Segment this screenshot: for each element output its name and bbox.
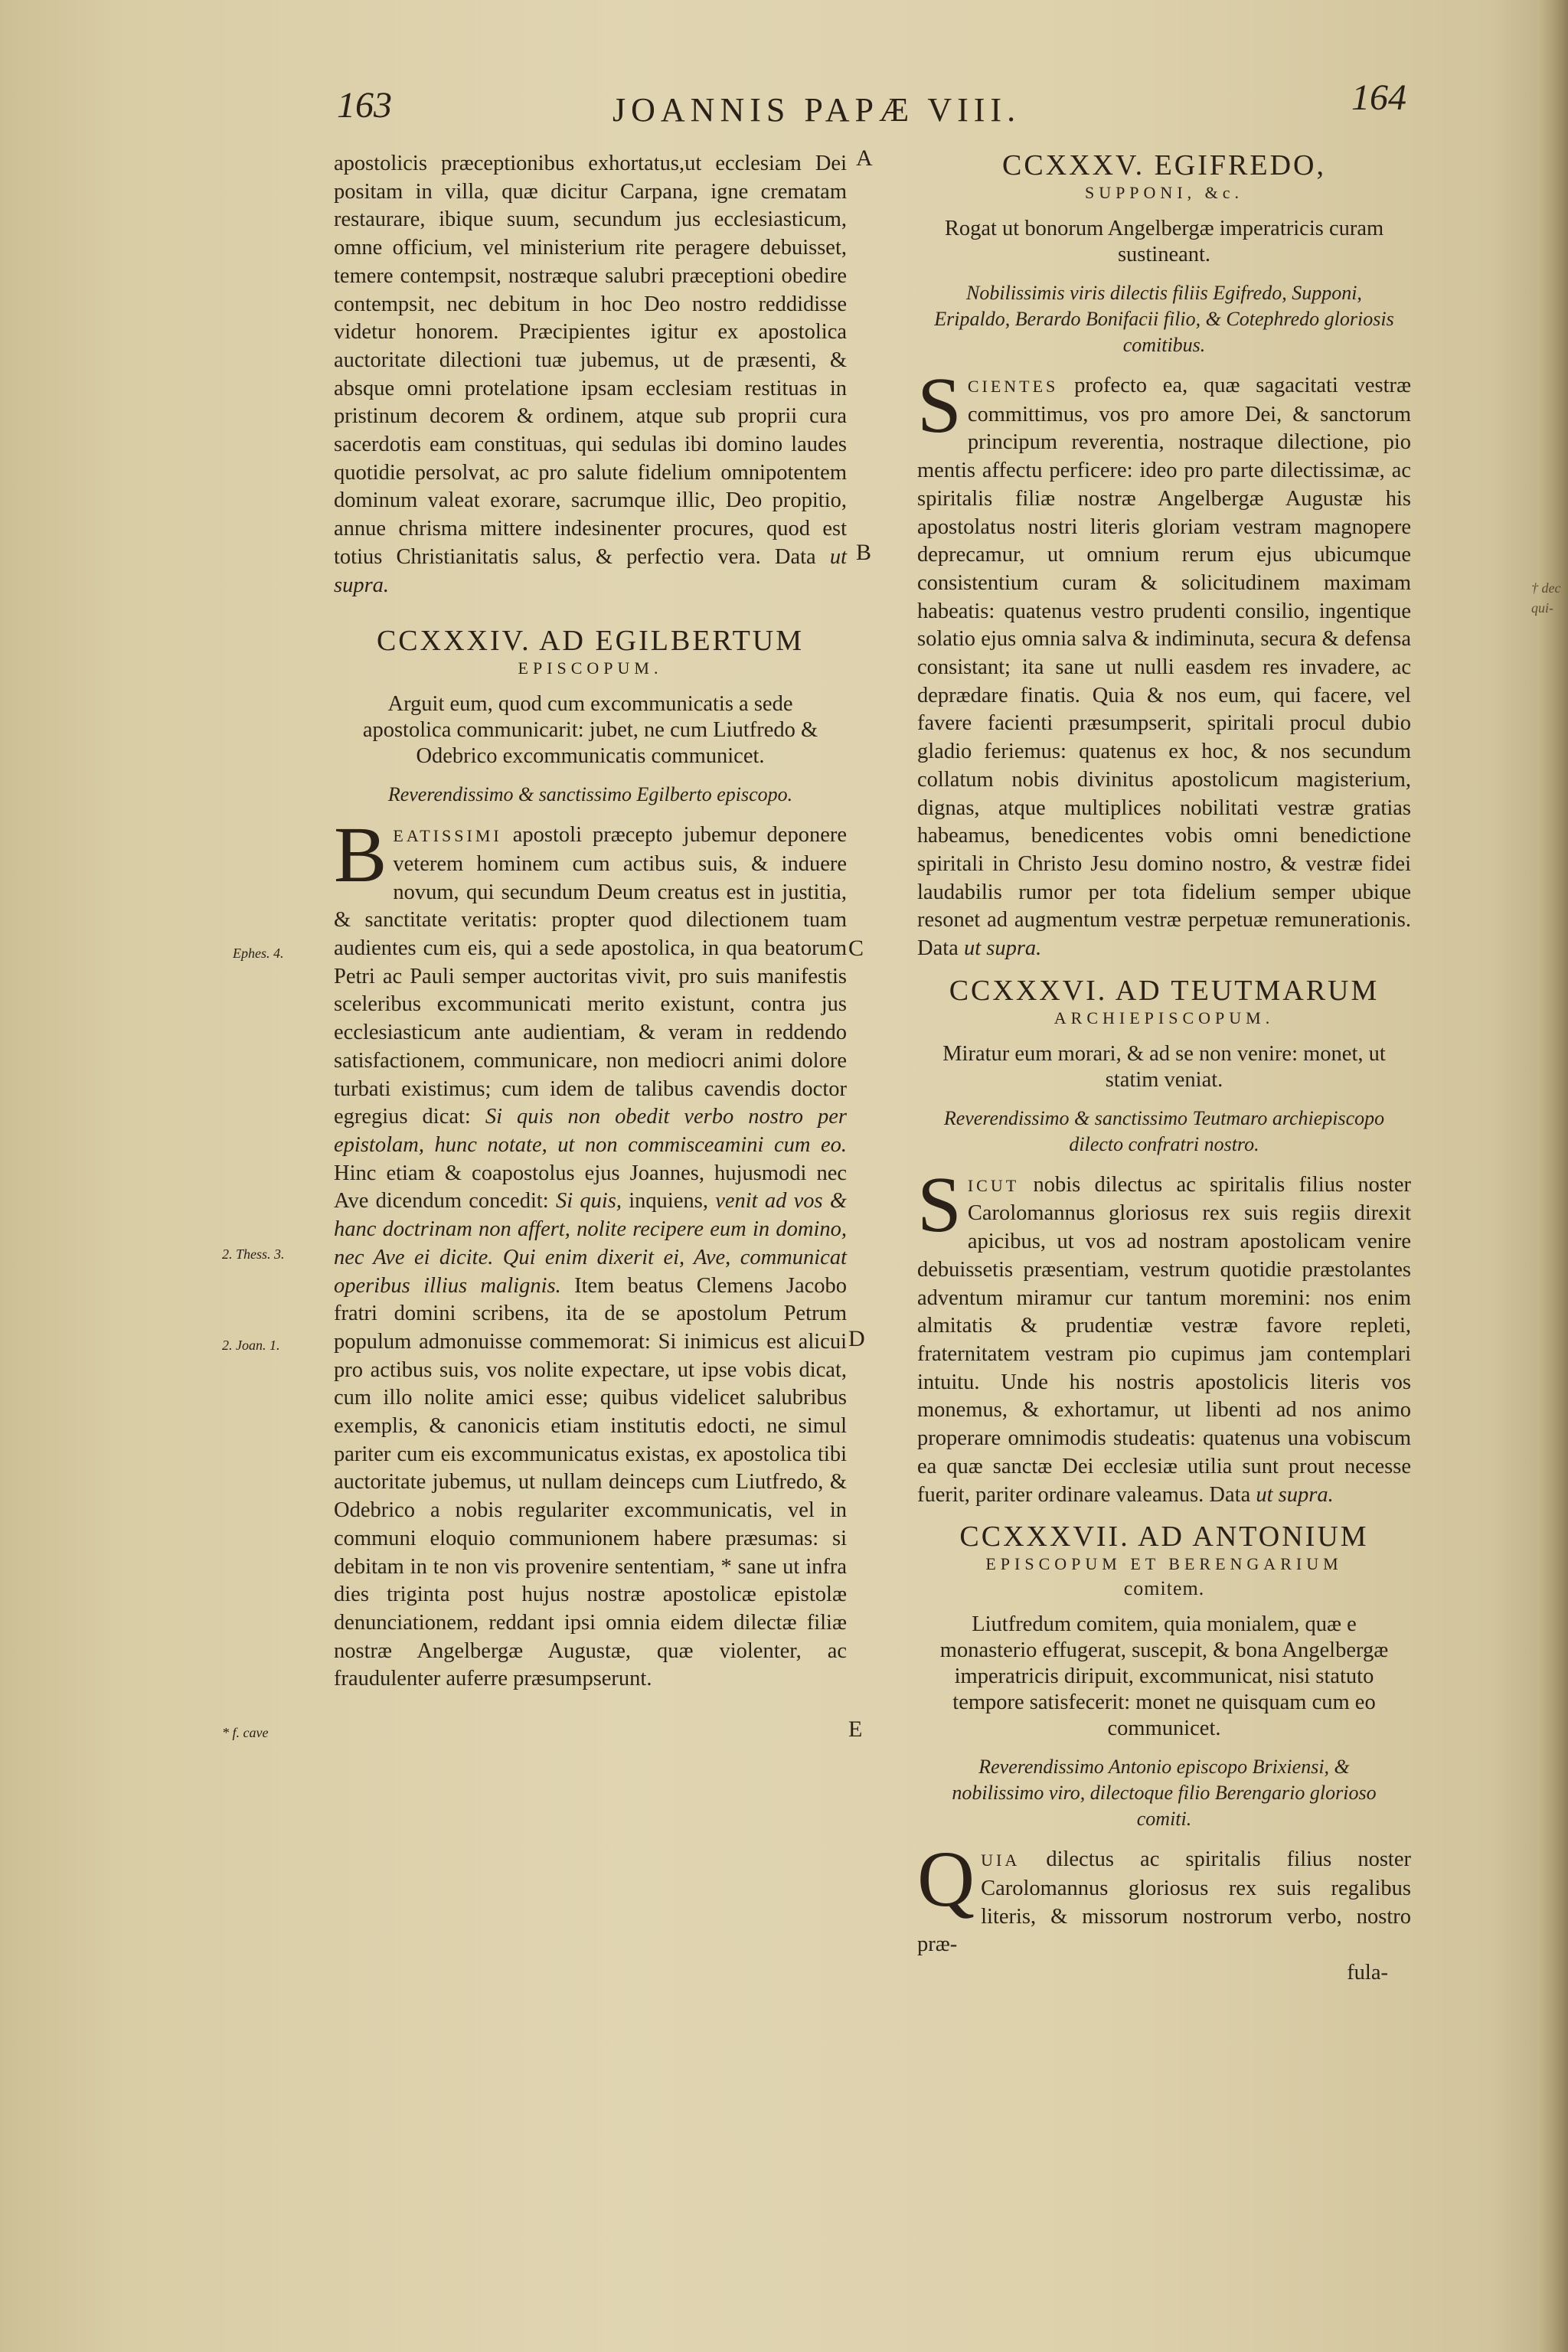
edge-fragment: qui-	[1531, 600, 1553, 616]
section-title: CCXXXIV. AD EGILBERTUM	[376, 625, 805, 658]
section-title: CCXXXVII. AD ANTONIUM	[959, 1521, 1369, 1553]
salutation: Reverendissimo & sanctissimo Teutmaro archiepiscopo dilecto confratri nostro.	[943, 1106, 1385, 1155]
margin-note-thessalonians: 2. Thess. 3.	[222, 1246, 285, 1262]
letter-body: S ICUT nobis dilectus ac spiritalis filius noster Carolomannus gloriosus rex suis regiis direxit apicibus, ut vos ad nostram apostolicam venire debuissetis præsentiam, vestrum quotidie præstolantes adventum miramur cur tantum moremini: nos enim almitatis & prudentiæ vestræ favore repleti, fraternitatem vestram pio cupimus jam contemplari intuitu. Unde his nostris apostolicis literis vos monemus, & exhortamur, ut libenti ad nos animo properare omnimodis studeatis: quatenus una vobiscum ea quæ sanctæ Dei ecclesiæ utilia sunt prout necesse fuerit, pariter ordinare valeamus. Data ut supra.	[917, 1160, 1412, 1507]
section-marker-a: A	[856, 145, 873, 171]
section-subtitle: SUPPONI, &c.	[1084, 183, 1244, 202]
section-summary: Miratur eum morari, & ad se non venire: monet, ut statim veniat.	[942, 1041, 1386, 1092]
letter-body: Q UIA dilectus ac spiritalis filius noster Carolomannus gloriosus rex suis regalibus literis, & missorum nostrorum verbo, nostro præ-	[917, 1835, 1411, 1957]
salutation: Reverendissimo Antonio episcopo Brixiensi, & nobilissimo viro, dilectoque filio Berengario glorioso comiti.	[952, 1756, 1377, 1831]
section-marker-e: E	[848, 1717, 863, 1742]
page-edge	[1537, 0, 1568, 2352]
letter-234	[334, 626, 847, 1694]
drop-cap: S	[917, 361, 962, 449]
running-title: JOANNIS PAPÆ VIII.	[612, 91, 1021, 129]
drop-cap: Q	[917, 1835, 975, 1924]
section-title: CCXXXV. EGIFREDO,	[1002, 149, 1326, 181]
letter-body: B EATISSIMI apostoli præcepto jubemur deponere veterem hominem cum actibus suis, & induere novum, qui secundum Deum creatus est in justitia, & sanctitate veritatis: propter quod dilectionem tuam audientes cum eis, qui a sede apostolica, in qua beatorum Petri ac Pauli semper auctoritas vivit, pro suis manifestis sceleribus excommunicati merito existunt, contra jus ecclesiasticum ante audientiam, & veram in reddendo satisfactionem, communicare, non mediocri animi dolore turbati existimus; cum idem de talibus cavendis doctor egregius dicat: Si quis non obedit verbo nostro per epistolam, hunc notate, ut non commisceamini cum eo. Hinc etiam & coapostolus ejus Joannes, hujusmodi nec Ave dicendum concedit: Si quis, inquiens, venit ad vos & hanc doctrinam non affert, nolite recipere eum in domino, nec Ave ei dicite. Qui enim dixerit ei, Ave, communicat operibus illius malignis. Item beatus Clemens Jacobo fratri domini scribens, ita de se apostolum Petrum populum admonuisse commemorat: Si inimicus est alicui pro actibus suis, vos nolite expectare, ut ipse vobis dicat, cum illo nolite amici esse; quibus videlicet salubribus exemplis, & canonicis etiam institutis edocti, ne simul pariter cum eis excommunicatus existas, ex apostolica tibi auctoritate jubemus, ut nullam deinceps cum Liutfredo, & Odebrico a nobis regulariter excommunicatis, vel in communi eloquio communionem habere præsumas: si debitam in te non vis provenire sententiam, * sane ut infra dies triginta post hujus nostræ apostolicæ epistolæ denunciationem, reddant ipsi omnia eidem dilectæ filiæ nostræ Angelbergæ Augustæ, quæ violenter, ac fraudulenter auferre præsumpserunt.	[334, 811, 848, 1691]
section-subtitle-2: comitem.	[1123, 1577, 1205, 1600]
drop-cap: S	[917, 1160, 962, 1249]
letter-237	[917, 1521, 1411, 1988]
section-title: CCXXXVI. AD TEUTMARUM	[949, 974, 1380, 1007]
section-subtitle: ARCHIEPISCOPUM.	[1054, 1008, 1275, 1027]
left-page-number: 163	[337, 85, 392, 126]
margin-note-john: 2. Joan. 1.	[222, 1338, 280, 1353]
margin-note-cave: * f. cave	[222, 1725, 269, 1740]
letter-236	[917, 975, 1411, 1509]
drop-cap: B	[334, 811, 387, 900]
section-marker-b: B	[856, 540, 872, 565]
letter-235	[917, 150, 1411, 963]
section-subtitle: EPISCOPUM ET BERENGARIUM	[985, 1554, 1343, 1574]
section-subtitle: EPISCOPUM.	[518, 658, 663, 678]
section-marker-d: D	[848, 1326, 865, 1351]
section-summary: Arguit eum, quod cum excommunicatis a sede apostolica communicarit: jubet, ne cum Liutfredo & Odebrico excommunicatis communicet.	[362, 692, 818, 769]
letter-body: S CIENTES profecto ea, quæ sagacitati vestræ committimus, vos pro amore Dei, & sanctorum principum reverentia, nostraque dilectione, pio mentis affectu perficere: ideo pro parte dilectissimæ, ac spiritalis filiæ nostræ Angelbergæ Augustæ his apostolatus nostri literis gloriam vestram magnopere deprecamur, ut omnium rerum ejus ubicumque consistentium curam & solicitudinem maximam habeatis: quatenus vestro prudenti consilio, ingentique solatio ejus omnia salva & indiminuta, secura & defensa consistant; ita sane ut nulli easdem res invadere, ac deprædare finatis. Quia & nos eum, qui facere, vel favere facienti præsumpserit, spiritali procul dubio gladio feriemus: quatenus ex hoc, & nos secundum collatum nobis divinitus apostolicum magisterium, dignas, atque multiplices nobilitati vestræ gratias habeamus, benedicentes vobis omni benedictione spiritali in Christo Jesu domino nostro, & vestræ fidei laudabilis rumor per tota fidelium semper ubique resonet ad augmentum vestræ perpetuæ remunerationis. Data ut supra.	[917, 361, 1412, 961]
section-summary: Rogat ut bonorum Angelbergæ imperatricis curam sustineant.	[944, 217, 1384, 266]
left-column	[334, 150, 847, 1694]
section-marker-c: C	[848, 936, 864, 961]
section-summary: Liutfredum comitem, quia monialem, quæ e monasterio effugerat, suscepit, & bona Angelbergæ imperatricis diripuit, excommunicat, nisi statuto tempore satisfecerit: monet ne quisquam cum eo communicet.	[939, 1612, 1389, 1741]
salutation: Nobilissimis viris dilectis filiis Egifredo, Supponi, Eripaldo, Berardo Bonifacii filio, & Cotephredo gloriosis comitibus.	[934, 282, 1394, 356]
salutation: Reverendissimo & sanctissimo Egilberto episcopo.	[387, 783, 793, 806]
edge-fragment: † dec	[1531, 580, 1561, 596]
margin-note-ephesians: Ephes. 4.	[233, 946, 284, 961]
page-header	[0, 77, 1568, 138]
letter-233-continuation: apostolicis præceptionibus exhortatus,ut ecclesiam Dei positam in villa, quæ dicitur Carpana, igne crematam restaurare, ibique suum, secundum jus ecclesiasticum, omne officium, vel ministerium rite peragere debuisset, temere contempsit, nostræque salubri præceptioni obedire contempsit, nec debitum in hoc Deo nostro reddidisse videtur honorem. Præcipientes igitur ex apostolica auctoritate dilectioni tuæ jubemus, ut de præsenti, & absque omni protelatione ipsam ecclesiam restituas in pristinum decorem & ordinem, atque sub proprii cura sacerdotis eam constituas, qui sedulas ibi domino laudes quotidie persolvat, ac pro salute fidelium omnipotentem dominum valeat exorare, sacrumque illic, Deo propitio, annue chrisma mittere indesinenter procures, quod est totius Christianitatis salus, & perfectio vera. Data ut supra.	[334, 152, 848, 597]
right-column	[917, 150, 1411, 1988]
catchword: fula-	[1347, 1961, 1388, 1985]
right-page-number: 164	[1351, 77, 1406, 118]
